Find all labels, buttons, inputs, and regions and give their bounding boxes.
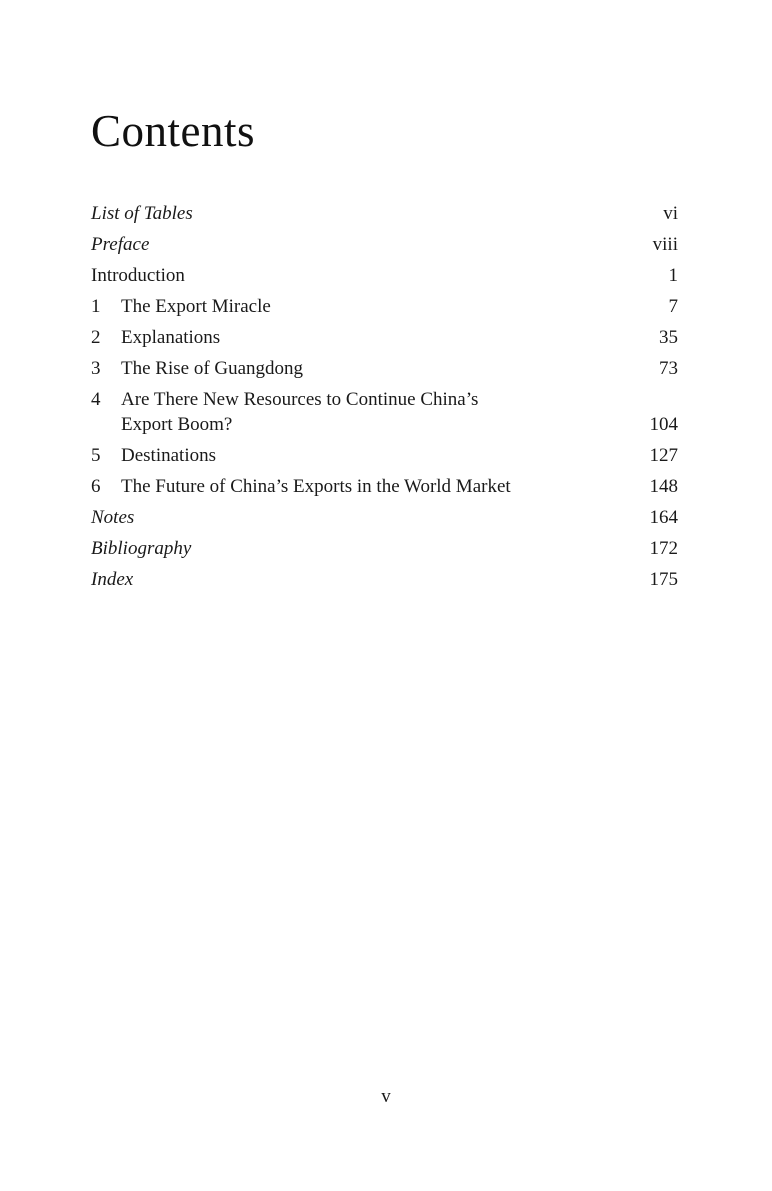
toc-entry-page: 164 (649, 507, 678, 528)
toc-entry-notes (91, 505, 678, 530)
toc-entry-page: 172 (649, 538, 678, 559)
toc-entry-index (91, 567, 678, 592)
toc-entry-page: 73 (659, 358, 678, 379)
toc-entry-title: Are There New Resources to Continue China’s Export Boom? (121, 389, 479, 435)
toc-entry-introduction (91, 263, 678, 288)
toc-entry-page: 1 (668, 265, 678, 286)
toc-entry-title: The Export Miracle (121, 296, 271, 317)
toc-entry-preface (91, 232, 678, 257)
toc-entry-title: The Rise of Guangdong (121, 358, 304, 379)
toc-entry-number: 5 (91, 445, 101, 466)
toc-entry-title: Preface (91, 234, 150, 255)
toc-entry-page: 175 (649, 569, 678, 590)
toc-entry-title: Destinations (121, 445, 216, 466)
toc-entry-page: vi (663, 203, 678, 224)
page-number: v (381, 1086, 391, 1107)
toc-entry-list-of-tables (91, 201, 678, 226)
toc-entry-bibliography (91, 536, 678, 561)
toc-entry-chapter-3 (91, 356, 678, 381)
toc-entry-title: The Future of China’s Exports in the World Market (121, 476, 511, 497)
page-title: Contents (91, 106, 256, 156)
toc-entry-chapter-2 (91, 325, 678, 350)
toc-entry-page: 104 (649, 414, 678, 435)
toc-entry-page: 7 (668, 296, 678, 317)
toc-entry-page: 35 (659, 327, 678, 348)
toc-entry-number: 3 (91, 358, 101, 379)
toc-entry-chapter-4 (91, 387, 678, 437)
toc-entry-title: Bibliography (91, 538, 192, 559)
toc-entry-title: Explanations (121, 327, 221, 348)
toc-entry-chapter-1 (91, 294, 678, 319)
toc-entry-number: 2 (91, 327, 101, 348)
toc-entry-page: viii (652, 234, 678, 255)
toc-entry-chapter-6 (91, 474, 678, 499)
toc-entry-chapter-5 (91, 443, 678, 468)
toc-entry-title: List of Tables (91, 203, 193, 224)
toc-entry-page: 148 (649, 476, 678, 497)
toc-entry-number: 1 (91, 296, 101, 317)
toc-entry-number: 6 (91, 476, 101, 497)
toc-entry-page: 127 (649, 445, 678, 466)
toc-entry-title: Index (91, 569, 134, 590)
table-of-contents (91, 201, 678, 598)
toc-entry-title: Introduction (91, 265, 185, 286)
toc-entry-title: Notes (91, 507, 135, 528)
toc-entry-number: 4 (91, 389, 101, 410)
